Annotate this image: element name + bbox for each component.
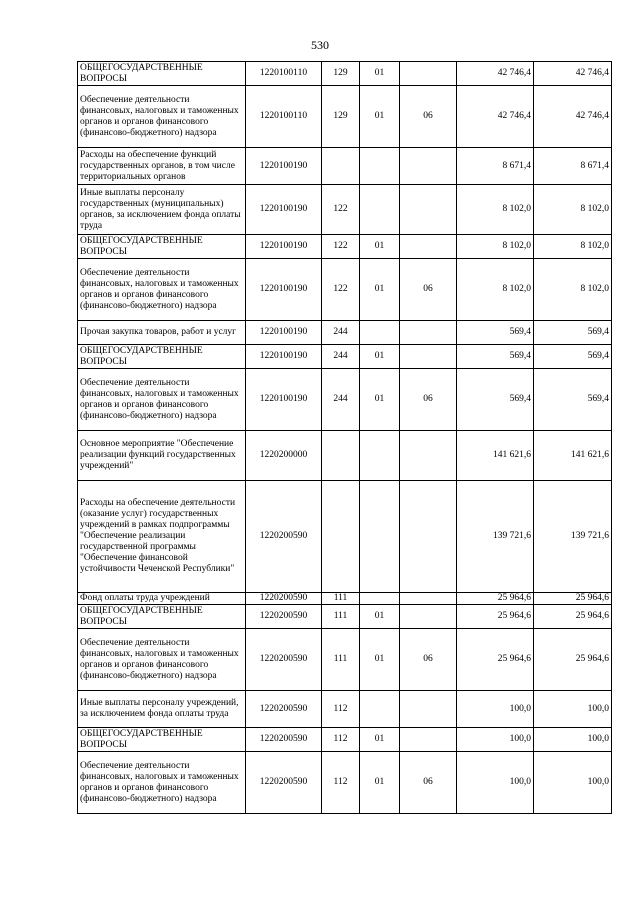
row-name-cell: ОБЩЕГОСУДАРСТВЕННЫЕ ВОПРОСЫ xyxy=(78,235,246,259)
subsection-cell: 06 xyxy=(400,259,457,321)
expense-type-cell: 244 xyxy=(322,369,360,431)
expense-type-cell: 111 xyxy=(322,605,360,629)
row-name-cell: Обеспечение деятельности финансовых, налоговых и таможенных органов и органов финансового (финансово-бюджетного) надзора xyxy=(78,752,246,814)
target-article-cell: 1220100110 xyxy=(246,62,322,86)
expense-type-cell: 111 xyxy=(322,593,360,605)
amount-year1-cell: 25 964,6 xyxy=(457,605,534,629)
subsection-cell xyxy=(400,728,457,752)
table-row xyxy=(78,691,612,728)
amount-year1-cell: 25 964,6 xyxy=(457,629,534,691)
table-row xyxy=(78,185,612,235)
amount-year1-cell: 100,0 xyxy=(457,691,534,728)
target-article-cell: 1220100190 xyxy=(246,148,322,185)
table-row xyxy=(78,369,612,431)
table-row xyxy=(78,235,612,259)
row-name-cell: Обеспечение деятельности финансовых, налоговых и таможенных органов и органов финансового (финансово-бюджетного) надзора xyxy=(78,369,246,431)
section-cell xyxy=(360,321,400,345)
amount-year1-cell: 569,4 xyxy=(457,345,534,369)
row-name-cell: ОБЩЕГОСУДАРСТВЕННЫЕ ВОПРОСЫ xyxy=(78,345,246,369)
section-cell xyxy=(360,148,400,185)
table-row xyxy=(78,593,612,605)
section-cell: 01 xyxy=(360,259,400,321)
expense-type-cell: 122 xyxy=(322,259,360,321)
expense-type-cell: 111 xyxy=(322,629,360,691)
table-row xyxy=(78,728,612,752)
amount-year1-cell: 25 964,6 xyxy=(457,593,534,605)
amount-year2-cell: 25 964,6 xyxy=(534,593,612,605)
row-name-cell: ОБЩЕГОСУДАРСТВЕННЫЕ ВОПРОСЫ xyxy=(78,728,246,752)
table-row xyxy=(78,62,612,86)
table-row xyxy=(78,259,612,321)
target-article-cell: 1220200590 xyxy=(246,605,322,629)
amount-year1-cell: 8 671,4 xyxy=(457,148,534,185)
subsection-cell xyxy=(400,593,457,605)
target-article-cell: 1220100110 xyxy=(246,86,322,148)
target-article-cell: 1220100190 xyxy=(246,259,322,321)
amount-year2-cell: 139 721,6 xyxy=(534,481,612,593)
table-row xyxy=(78,605,612,629)
section-cell: 01 xyxy=(360,86,400,148)
subsection-cell xyxy=(400,185,457,235)
table-row xyxy=(78,345,612,369)
row-name-cell: Обеспечение деятельности финансовых, налоговых и таможенных органов и органов финансового (финансово-бюджетного) надзора xyxy=(78,629,246,691)
subsection-cell xyxy=(400,431,457,481)
page-number: 530 xyxy=(311,38,329,52)
table-row xyxy=(78,148,612,185)
table-row xyxy=(78,629,612,691)
table-row xyxy=(78,86,612,148)
target-article-cell: 1220200000 xyxy=(246,431,322,481)
subsection-cell xyxy=(400,321,457,345)
amount-year1-cell: 569,4 xyxy=(457,369,534,431)
subsection-cell: 06 xyxy=(400,369,457,431)
row-name-cell: Обеспечение деятельности финансовых, налоговых и таможенных органов и органов финансового (финансово-бюджетного) надзора xyxy=(78,259,246,321)
expense-type-cell: 112 xyxy=(322,691,360,728)
target-article-cell: 1220100190 xyxy=(246,321,322,345)
section-cell xyxy=(360,593,400,605)
amount-year1-cell: 8 102,0 xyxy=(457,235,534,259)
row-name-cell: Основное мероприятие "Обеспечение реализации функций государственных учреждений" xyxy=(78,431,246,481)
table-row xyxy=(78,481,612,593)
table-body xyxy=(78,62,612,814)
section-cell xyxy=(360,431,400,481)
amount-year2-cell: 42 746,4 xyxy=(534,62,612,86)
section-cell: 01 xyxy=(360,345,400,369)
row-name-cell: Фонд оплаты труда учреждений xyxy=(78,593,246,605)
row-name-cell: Прочая закупка товаров, работ и услуг xyxy=(78,321,246,345)
expense-type-cell: 122 xyxy=(322,235,360,259)
subsection-cell: 06 xyxy=(400,752,457,814)
row-name-cell: Обеспечение деятельности финансовых, налоговых и таможенных органов и органов финансового (финансово-бюджетного) надзора xyxy=(78,86,246,148)
target-article-cell: 1220200590 xyxy=(246,728,322,752)
amount-year2-cell: 8 102,0 xyxy=(534,259,612,321)
table-row xyxy=(78,431,612,481)
subsection-cell: 06 xyxy=(400,629,457,691)
amount-year2-cell: 25 964,6 xyxy=(534,605,612,629)
section-cell: 01 xyxy=(360,629,400,691)
expense-type-cell: 122 xyxy=(322,185,360,235)
expense-type-cell: 112 xyxy=(322,752,360,814)
amount-year1-cell: 42 746,4 xyxy=(457,62,534,86)
expense-type-cell: 129 xyxy=(322,86,360,148)
expense-type-cell xyxy=(322,481,360,593)
amount-year1-cell: 100,0 xyxy=(457,728,534,752)
target-article-cell: 1220100190 xyxy=(246,185,322,235)
section-cell: 01 xyxy=(360,728,400,752)
expense-type-cell: 244 xyxy=(322,345,360,369)
subsection-cell xyxy=(400,481,457,593)
amount-year2-cell: 100,0 xyxy=(534,752,612,814)
target-article-cell: 1220100190 xyxy=(246,235,322,259)
amount-year2-cell: 100,0 xyxy=(534,691,612,728)
amount-year2-cell: 8 102,0 xyxy=(534,185,612,235)
section-cell: 01 xyxy=(360,605,400,629)
amount-year2-cell: 141 621,6 xyxy=(534,431,612,481)
section-cell: 01 xyxy=(360,369,400,431)
row-name-cell: Иные выплаты персоналу государственных (муниципальных) органов, за исключением фонда оплаты труда xyxy=(78,185,246,235)
expense-type-cell: 112 xyxy=(322,728,360,752)
amount-year1-cell: 100,0 xyxy=(457,752,534,814)
amount-year1-cell: 141 621,6 xyxy=(457,431,534,481)
row-name-cell: ОБЩЕГОСУДАРСТВЕННЫЕ ВОПРОСЫ xyxy=(78,62,246,86)
expense-type-cell xyxy=(322,431,360,481)
section-cell xyxy=(360,185,400,235)
target-article-cell: 1220200590 xyxy=(246,691,322,728)
amount-year2-cell: 25 964,6 xyxy=(534,629,612,691)
amount-year1-cell: 8 102,0 xyxy=(457,259,534,321)
amount-year2-cell: 8 102,0 xyxy=(534,235,612,259)
target-article-cell: 1220200590 xyxy=(246,593,322,605)
amount-year2-cell: 100,0 xyxy=(534,728,612,752)
target-article-cell: 1220200590 xyxy=(246,481,322,593)
amount-year2-cell: 42 746,4 xyxy=(534,86,612,148)
subsection-cell xyxy=(400,691,457,728)
target-article-cell: 1220100190 xyxy=(246,345,322,369)
section-cell: 01 xyxy=(360,62,400,86)
section-cell: 01 xyxy=(360,235,400,259)
row-name-cell: Иные выплаты персоналу учреждений, за исключением фонда оплаты труда xyxy=(78,691,246,728)
amount-year1-cell: 569,4 xyxy=(457,321,534,345)
subsection-cell xyxy=(400,345,457,369)
amount-year2-cell: 569,4 xyxy=(534,369,612,431)
expense-type-cell xyxy=(322,148,360,185)
amount-year2-cell: 569,4 xyxy=(534,321,612,345)
subsection-cell xyxy=(400,605,457,629)
amount-year1-cell: 42 746,4 xyxy=(457,86,534,148)
amount-year1-cell: 139 721,6 xyxy=(457,481,534,593)
amount-year2-cell: 8 671,4 xyxy=(534,148,612,185)
target-article-cell: 1220200590 xyxy=(246,629,322,691)
expense-type-cell: 244 xyxy=(322,321,360,345)
section-cell xyxy=(360,481,400,593)
row-name-cell: Расходы на обеспечение деятельности (оказание услуг) государственных учреждений в рамках подпрограммы "Обеспечение реализации государственной программы "Обеспечение финансовой устойчивости Чеченской Республики" xyxy=(78,481,246,593)
subsection-cell: 06 xyxy=(400,86,457,148)
section-cell: 01 xyxy=(360,752,400,814)
row-name-cell: ОБЩЕГОСУДАРСТВЕННЫЕ ВОПРОСЫ xyxy=(78,605,246,629)
target-article-cell: 1220100190 xyxy=(246,369,322,431)
subsection-cell xyxy=(400,235,457,259)
amount-year1-cell: 8 102,0 xyxy=(457,185,534,235)
expense-type-cell: 129 xyxy=(322,62,360,86)
table-row xyxy=(78,752,612,814)
row-name-cell: Расходы на обеспечение функций государственных органов, в том числе территориальных органов xyxy=(78,148,246,185)
subsection-cell xyxy=(400,62,457,86)
subsection-cell xyxy=(400,148,457,185)
target-article-cell: 1220200590 xyxy=(246,752,322,814)
table-row xyxy=(78,321,612,345)
budget-table xyxy=(77,61,612,814)
amount-year2-cell: 569,4 xyxy=(534,345,612,369)
section-cell xyxy=(360,691,400,728)
